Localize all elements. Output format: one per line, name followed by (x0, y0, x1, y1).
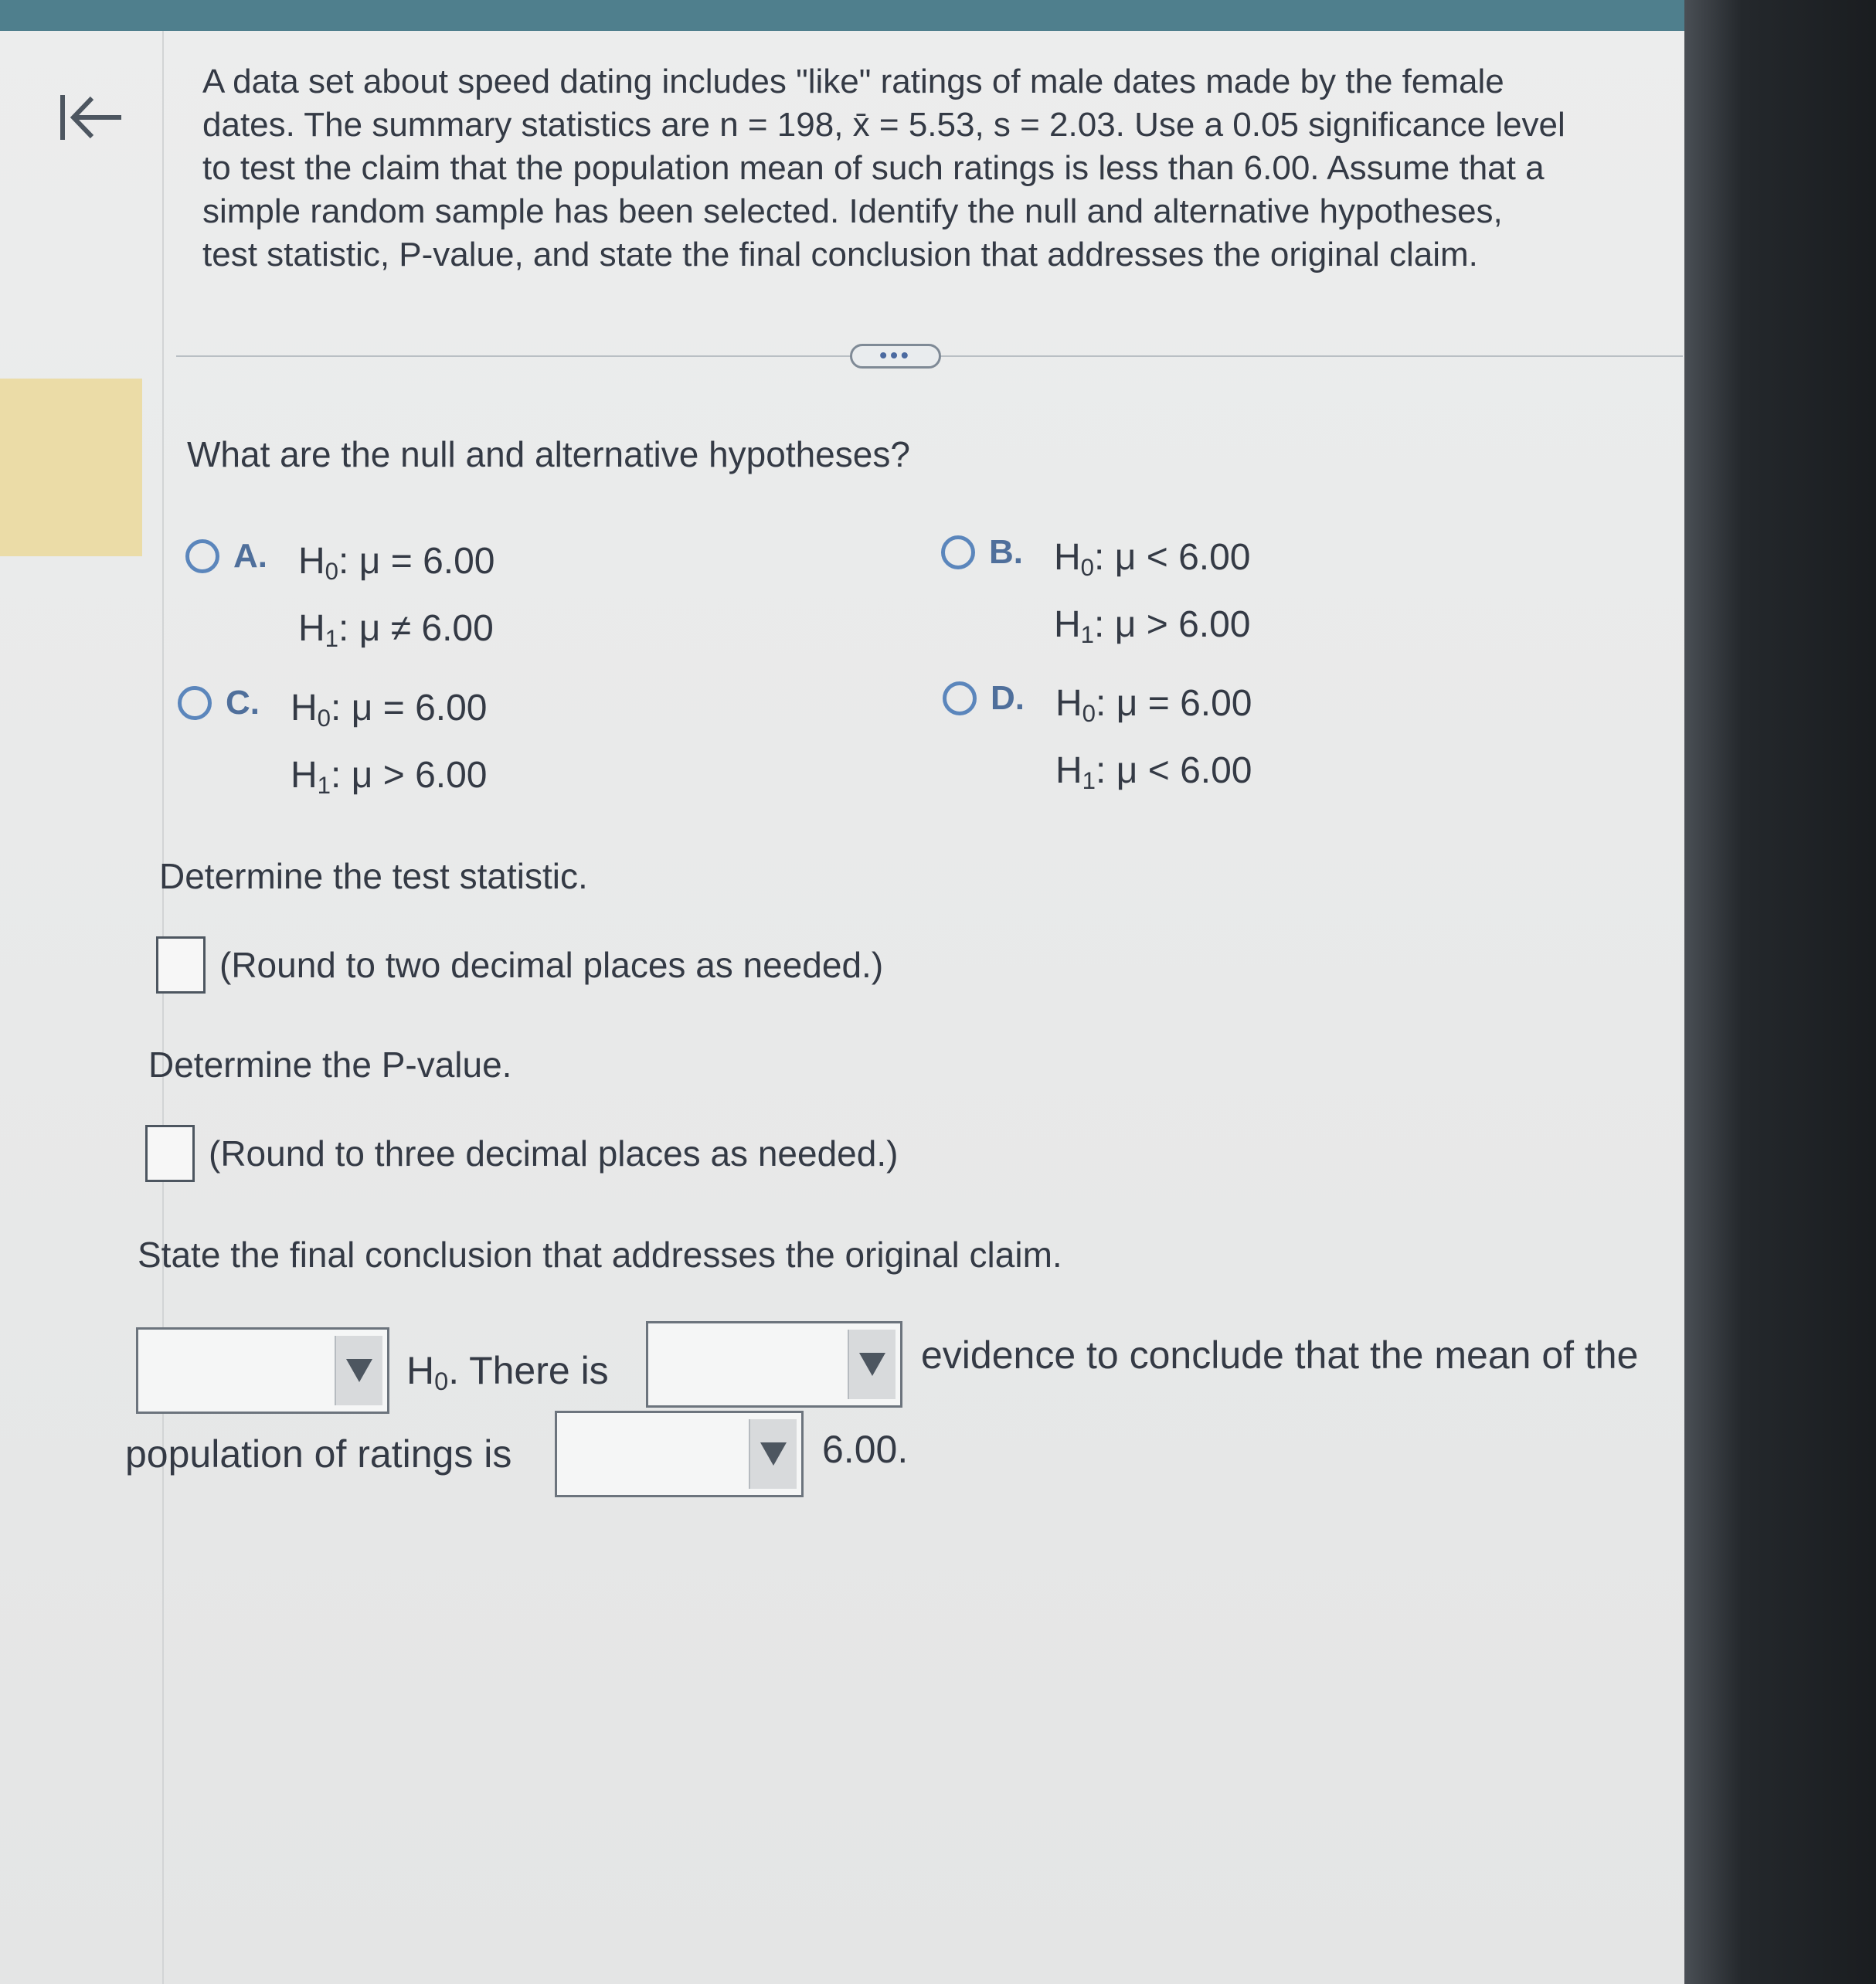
question-line: test statistic, P-value, and state the final conclusion that addresses the original claim. (202, 236, 1478, 273)
left-divider (162, 31, 164, 1984)
option-letter: C. (226, 684, 260, 722)
triangle-down-icon (759, 1441, 788, 1467)
null-hypothesis: $H_0$: μ = 6.00 (298, 541, 495, 585)
question-text (202, 60, 1655, 277)
option-d[interactable] (943, 675, 1252, 810)
radio-button[interactable] (941, 535, 975, 569)
question-line: simple random sample has been selected. Identify the null and alternative hypotheses, (202, 192, 1503, 230)
alternative-hypothesis: $H_1$: μ > 6.00 (1054, 603, 1251, 648)
test-statistic-prompt: Determine the test statistic. (159, 856, 588, 896)
radio-button[interactable] (185, 539, 219, 573)
question-line: dates. The summary statistics are n = 198, x̄ = 5.53, s = 2.03. Use a 0.05 significance level (202, 106, 1565, 144)
reject-decision-dropdown[interactable] (136, 1327, 389, 1414)
comparison-dropdown[interactable] (555, 1411, 804, 1497)
p-value-input[interactable] (145, 1125, 195, 1182)
option-letter: B. (989, 533, 1023, 571)
alternative-hypothesis: $H_1$: μ > 6.00 (291, 754, 488, 799)
p-value-hint: (Round to three decimal places as needed.) (209, 1133, 899, 1174)
conclusion-prompt: State the final conclusion that addresses the original claim. (138, 1235, 1062, 1275)
option-c[interactable] (178, 680, 487, 814)
null-hypothesis: $H_0$: μ < 6.00 (1054, 537, 1251, 581)
test-statistic-input[interactable] (156, 936, 206, 994)
evidence-dropdown[interactable] (646, 1321, 902, 1408)
back-button[interactable] (54, 87, 128, 148)
dropdown-arrow (848, 1330, 896, 1399)
top-bar (0, 0, 1684, 31)
dropdown-arrow (335, 1336, 382, 1405)
option-hypotheses (1054, 529, 1250, 664)
dropdown-arrow (749, 1419, 797, 1489)
alternative-hypothesis: $H_1$: μ ≠ 6.00 (298, 607, 494, 652)
null-hypothesis: $H_0$: μ = 6.00 (291, 688, 488, 732)
option-hypotheses (291, 680, 487, 814)
test-statistic-row (156, 936, 883, 994)
side-highlight (0, 379, 142, 556)
option-a[interactable] (185, 533, 494, 668)
conclusion-text-1: $H_0$. There is (406, 1349, 609, 1396)
option-b[interactable] (941, 529, 1250, 664)
triangle-down-icon (345, 1357, 374, 1384)
alternative-hypothesis: $H_1$: μ < 6.00 (1055, 749, 1252, 794)
conclusion-text-4: 6.00. (822, 1428, 909, 1471)
arrow-left-to-bar-icon (56, 90, 126, 144)
test-statistic-hint: (Round to two decimal places as needed.) (219, 945, 884, 985)
question-line: to test the claim that the population mean of such ratings is less than 6.00. Assume that a (202, 149, 1545, 187)
triangle-down-icon (858, 1351, 887, 1378)
p-value-prompt: Determine the P-value. (148, 1045, 512, 1085)
screen-bezel (1684, 0, 1876, 1984)
option-letter: D. (991, 679, 1025, 717)
option-hypotheses (1055, 675, 1252, 810)
option-letter: A. (233, 537, 267, 575)
hypotheses-prompt: What are the null and alternative hypotheses? (187, 434, 910, 474)
more-button[interactable]: ••• (850, 344, 941, 369)
conclusion-text-2: evidence to conclude that the mean of the (921, 1333, 1639, 1377)
p-value-row (145, 1125, 898, 1182)
radio-button[interactable] (943, 681, 977, 715)
null-hypothesis: $H_0$: μ = 6.00 (1055, 683, 1252, 727)
conclusion-text-3: population of ratings is (125, 1432, 512, 1476)
option-hypotheses (298, 533, 494, 668)
radio-button[interactable] (178, 686, 212, 720)
question-line: A data set about speed dating includes "like" ratings of male dates made by the female (202, 63, 1504, 100)
